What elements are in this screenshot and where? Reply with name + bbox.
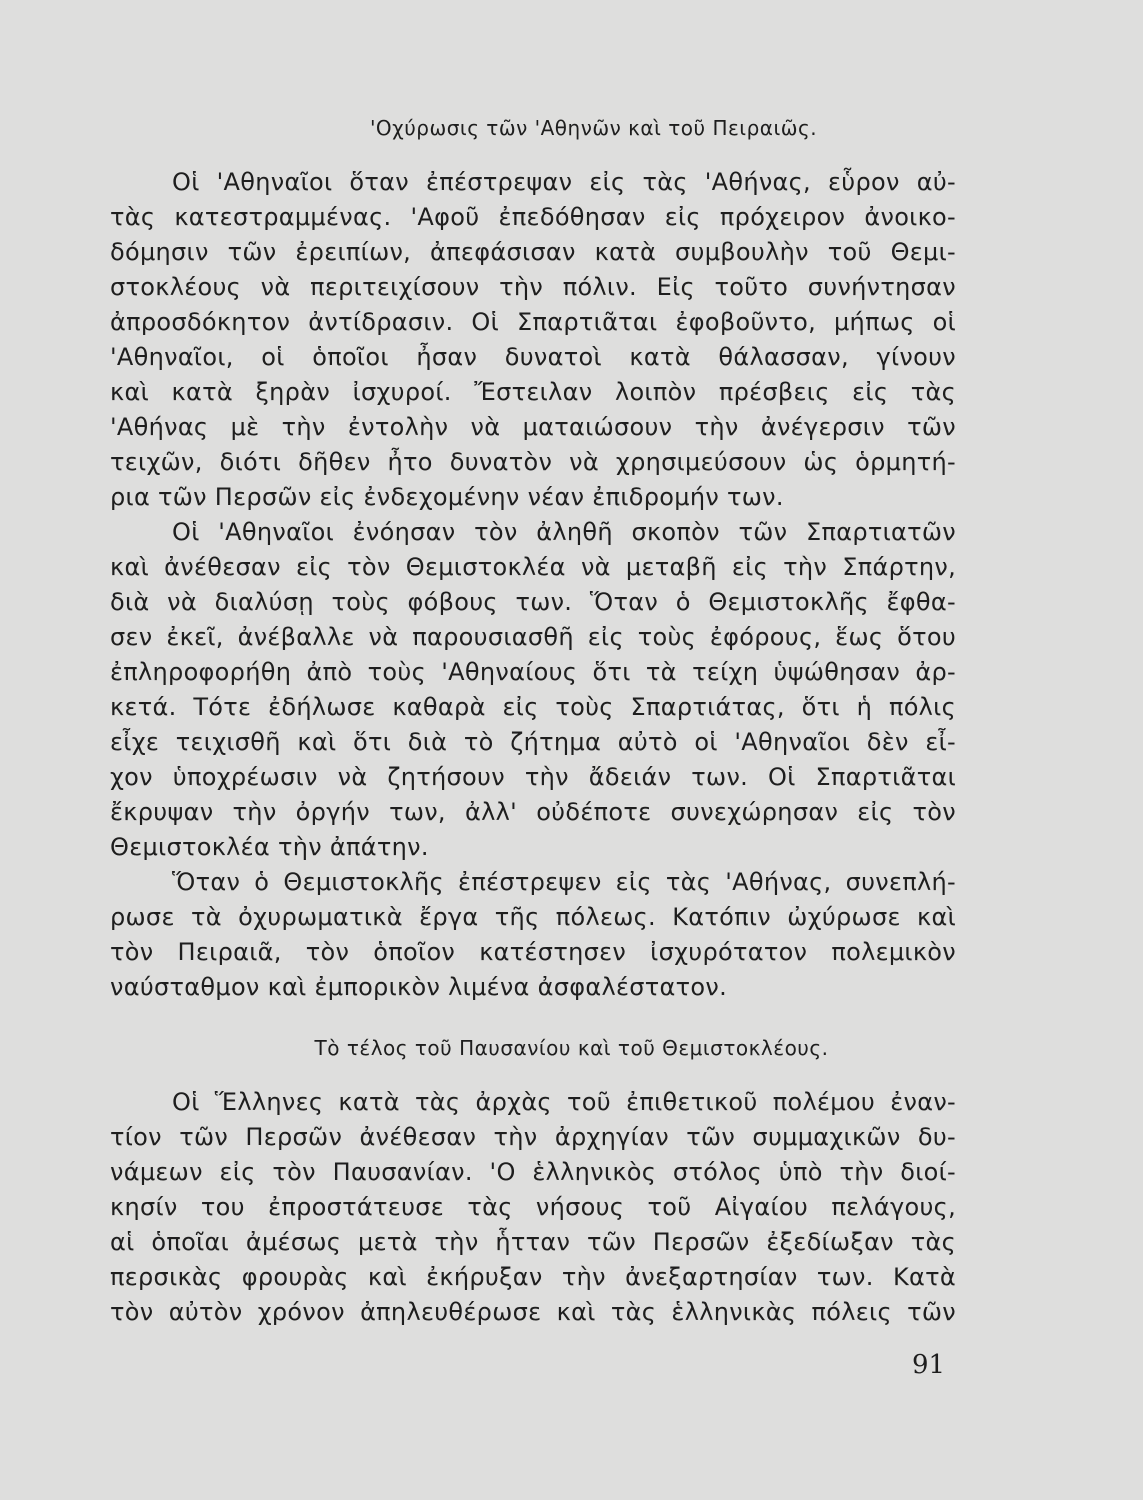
- text-line: Θεμιστοκλέα τὴν ἀπάτην.: [110, 833, 429, 861]
- section-heading-pausanias-themistocles: Τὸ τέλος τοῦ Παυσανίου καὶ τοῦ Θεμιστοκλέους.: [314, 1036, 829, 1060]
- text-line: κησίν του ἐπροστάτευσε τὰς νήσους τοῦ Αἰγαίου πελάγους,: [110, 1193, 956, 1221]
- text-line: τὰς κατεστραμμένας. 'Αφοῦ ἐπεδόθησαν εἰς πρόχειρον ἀνοικο-: [110, 203, 956, 231]
- text-line: δόμησιν τῶν ἐρειπίων, ἀπεφάσισαν κατὰ συμβουλὴν τοῦ Θεμι-: [110, 238, 956, 266]
- text-line: κετά. Τότε ἐδήλωσε καθαρὰ εἰς τοὺς Σπαρτιάτας, ὅτι ἡ πόλις: [110, 693, 956, 721]
- text-line: διὰ νὰ διαλύσῃ τοὺς φόβους των. Ὅταν ὁ Θεμιστοκλῆς ἔφθα-: [110, 588, 956, 616]
- text-line: νάμεων εἰς τὸν Παυσανίαν. 'Ο ἑλληνικὸς στόλος ὑπὸ τὴν διοί-: [110, 1158, 956, 1186]
- text-line: Οἱ 'Αθηναῖοι ὅταν ἐπέστρεψαν εἰς τὰς 'Αθήνας, εὗρον αὐ-: [172, 168, 956, 196]
- text-line: 'Αθηναῖοι, οἱ ὁποῖοι ἦσαν δυνατοὶ κατὰ θάλασσαν, γίνουν: [110, 343, 956, 371]
- text-line: ἔκρυψαν τὴν ὀργήν των, ἀλλ' οὐδέποτε συνεχώρησαν εἰς τὸν: [110, 798, 956, 826]
- text-line: εἶχε τειχισθῆ καὶ ὅτι διὰ τὸ ζήτημα αὐτὸ οἱ 'Αθηναῖοι δὲν εἶ-: [110, 728, 956, 756]
- text-line: τίον τῶν Περσῶν ἀνέθεσαν τὴν ἀρχηγίαν τῶν συμμαχικῶν δυ-: [110, 1123, 956, 1151]
- text-line: Οἱ Ἕλληνες κατὰ τὰς ἀρχὰς τοῦ ἐπιθετικοῦ πολέμου ἐναν-: [172, 1088, 956, 1116]
- text-line: ναύσταθμον καὶ ἐμπορικὸν λιμένα ἀσφαλέστατον.: [110, 973, 728, 1001]
- text-line: ρωσε τὰ ὀχυρωματικὰ ἔργα τῆς πόλεως. Κατόπιν ὠχύρωσε καὶ: [110, 903, 956, 931]
- text-line: χον ὑποχρέωσιν νὰ ζητήσουν τὴν ἄδειάν των. Οἱ Σπαρτιᾶται: [110, 763, 956, 791]
- text-line: καὶ ἀνέθεσαν εἰς τὸν Θεμιστοκλέα νὰ μεταβῆ εἰς τὴν Σπάρτην,: [110, 553, 956, 581]
- text-line: περσικὰς φρουρὰς καὶ ἐκήρυξαν τὴν ἀνεξαρτησίαν των. Κατὰ: [110, 1263, 956, 1291]
- text-line: τὸν αὐτὸν χρόνον ἀπηλευθέρωσε καὶ τὰς ἑλληνικὰς πόλεις τῶν: [110, 1298, 956, 1326]
- text-line: σεν ἐκεῖ, ἀνέβαλλε νὰ παρουσιασθῆ εἰς τοὺς ἐφόρους, ἕως ὅτου: [110, 623, 956, 651]
- page-number: 91: [912, 1350, 946, 1380]
- text-line: τειχῶν, διότι δῆθεν ἦτο δυνατὸν νὰ χρησιμεύσουν ὡς ὁρμητή-: [110, 448, 956, 476]
- text-line: στοκλέους νὰ περιτειχίσουν τὴν πόλιν. Εἰς τοῦτο συνήντησαν: [110, 273, 956, 301]
- section-heading-fortification: 'Οχύρωσις τῶν 'Αθηνῶν καὶ τοῦ Πειραιῶς.: [369, 116, 818, 140]
- text-line: ρια τῶν Περσῶν εἰς ἐνδεχομένην νέαν ἐπιδρομήν των.: [110, 483, 784, 511]
- text-line: ἀπροσδόκητον ἀντίδρασιν. Οἱ Σπαρτιᾶται ἐφοβοῦντο, μήπως οἱ: [110, 308, 956, 336]
- text-line: τὸν Πειραιᾶ, τὸν ὁποῖον κατέστησεν ἰσχυρότατον πολεμικὸν: [110, 938, 956, 966]
- text-line: ἐπληροφορήθη ἀπὸ τοὺς 'Αθηναίους ὅτι τὰ τείχη ὑψώθησαν ἀρ-: [110, 658, 956, 686]
- text-line: Ὅταν ὁ Θεμιστοκλῆς ἐπέστρεψεν εἰς τὰς 'Αθήνας, συνεπλή-: [172, 868, 956, 896]
- text-line: καὶ κατὰ ξηρὰν ἰσχυροί. Ἔστειλαν λοιπὸν πρέσβεις εἰς τὰς: [110, 378, 956, 406]
- text-line: 'Αθήνας μὲ τὴν ἐντολὴν νὰ ματαιώσουν τὴν ἀνέγερσιν τῶν: [110, 413, 956, 441]
- text-line: αἱ ὁποῖαι ἀμέσως μετὰ τὴν ἧτταν τῶν Περσῶν ἐξεδίωξαν τὰς: [110, 1228, 956, 1256]
- text-line: Οἱ 'Αθηναῖοι ἐνόησαν τὸν ἀληθῆ σκοπὸν τῶν Σπαρτιατῶν: [172, 518, 956, 546]
